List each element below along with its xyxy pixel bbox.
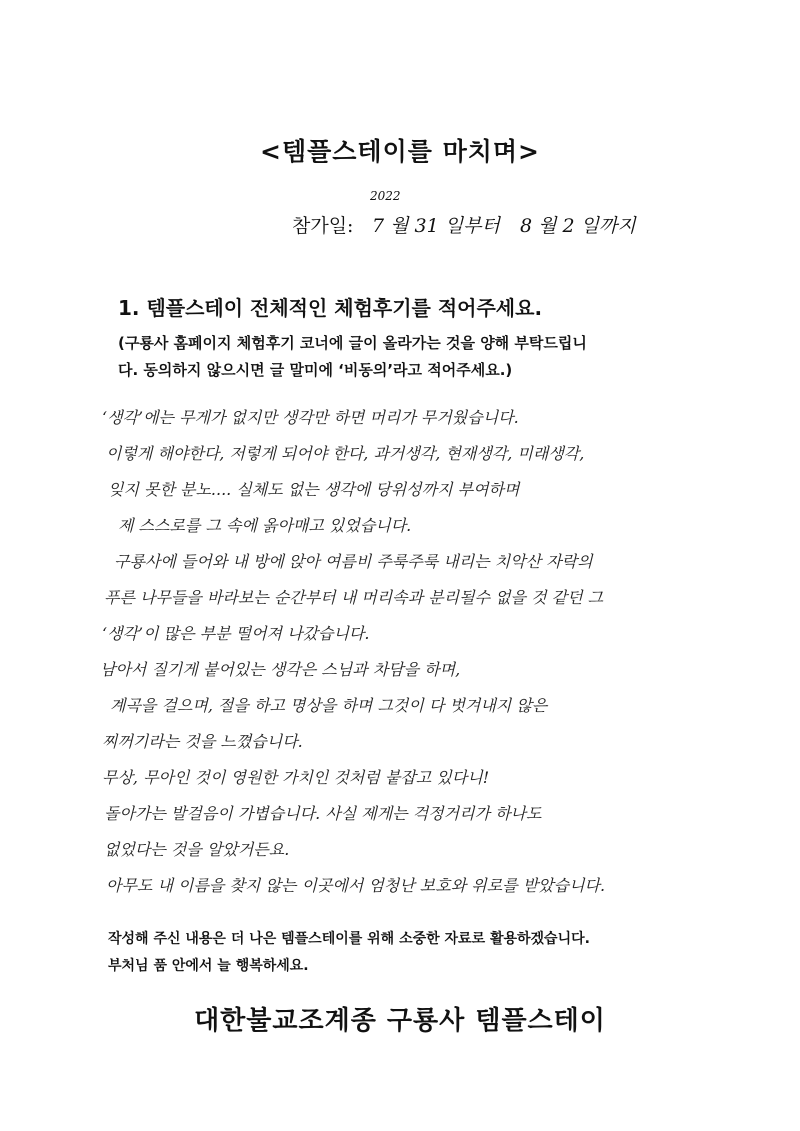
handwritten-line: ‘생각’에는 무게가 없지만 생각만 하면 머리가 무거웠습니다.: [102, 408, 519, 427]
footer-blessing: 부처님 품 안에서 늘 행복하세요.: [108, 958, 309, 974]
handwritten-line: 아무도 내 이름을 찾지 않는 이곳에서 엄청난 보호와 위로를 받았습니다.: [106, 876, 606, 895]
page-title: <템플스테이를 마치며>: [260, 137, 540, 166]
handwritten-line: 없었다는 것을 알았거든요.: [104, 840, 290, 859]
participation-year: 2022: [370, 189, 401, 203]
handwritten-line: ‘생각’이 많은 부분 떨어져 나갔습니다.: [102, 624, 370, 643]
participation-start: 7 월 31 일부터: [372, 215, 500, 237]
handwritten-line: 이렇게 해야한다, 저렇게 되어야 한다, 과거생각, 현재생각, 미래생각,: [106, 444, 585, 463]
handwritten-line: 무상, 무아인 것이 영원한 가치인 것처럼 붙잡고 있다니!: [102, 768, 490, 787]
handwritten-line: 구룡사에 들어와 내 방에 앉아 여름비 주룩주룩 내리는 치악산 자락의: [114, 552, 593, 571]
handwritten-line: 돌아가는 발걸음이 가볍습니다. 사실 제게는 걱정거리가 하나도: [104, 804, 542, 823]
handwritten-line: 남아서 질기게 붙어있는 생각은 스님과 차담을 하며,: [100, 660, 461, 679]
participation-end: 8 월 2 일까지: [520, 215, 636, 237]
handwritten-response: [100, 400, 740, 904]
organization-name: 대한불교조계종 구룡사 템플스테이: [194, 1006, 606, 1036]
handwritten-line: 푸른 나무들을 바라보는 순간부터 내 머리속과 분리될수 없을 것 같던 그: [104, 588, 604, 607]
question-note: [118, 330, 708, 384]
question-note-line: 다. 동의하지 않으시면 글 말미에 ‘비동의’라고 적어주세요.): [118, 361, 513, 379]
participation-label: 참가일:: [292, 215, 354, 237]
question-heading: 1. 템플스테이 전체적인 체험후기를 적어주세요.: [118, 296, 543, 320]
footer-notice: 작성해 주신 내용은 더 나은 템플스테이를 위해 소중한 자료로 활용하겠습니다.: [108, 931, 590, 947]
participation-dates: [292, 189, 712, 245]
handwritten-line: 계곡을 걸으며, 절을 하고 명상을 하며 그것이 다 벗겨내지 않은: [110, 696, 548, 715]
question-note-line: (구룡사 홈페이지 체험후기 코너에 글이 올라가는 것을 양해 부탁드립니: [118, 334, 587, 352]
handwritten-line: 제 스스로를 그 속에 옭아매고 있었습니다.: [118, 516, 412, 535]
handwritten-line: 찌꺼기라는 것을 느꼈습니다.: [102, 732, 303, 751]
handwritten-line: 잊지 못한 분노.... 실체도 없는 생각에 당위성까지 부여하며: [108, 480, 520, 499]
